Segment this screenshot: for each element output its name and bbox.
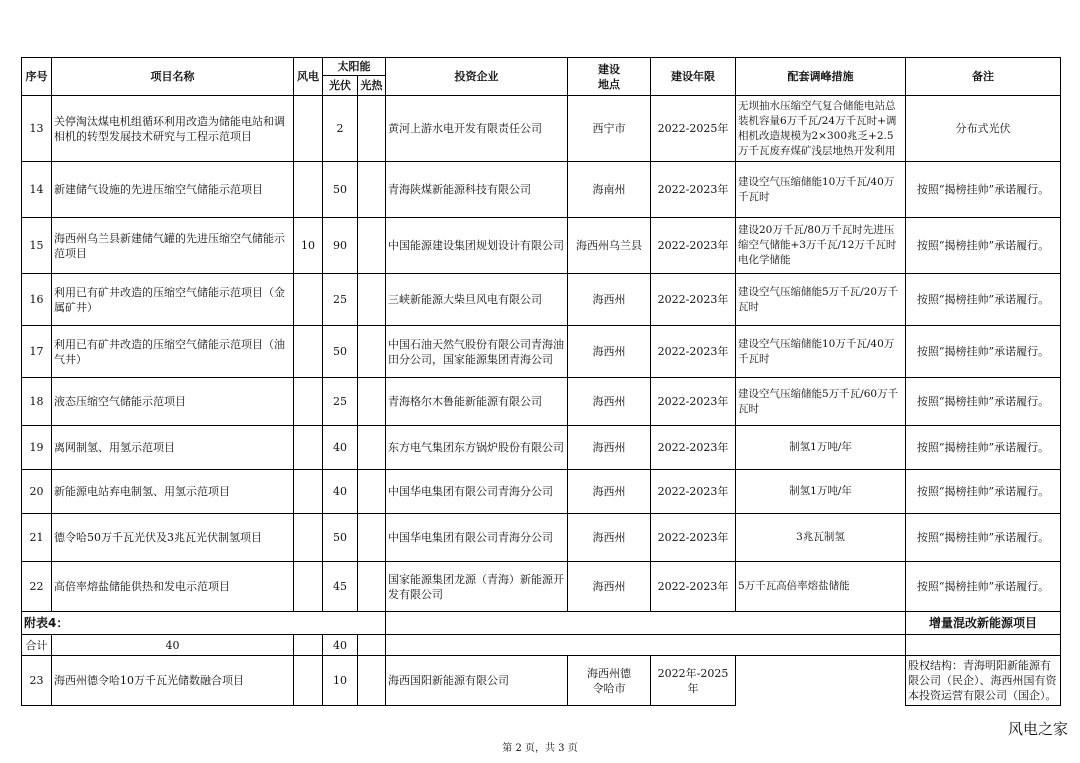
table-row xyxy=(22,326,1061,378)
header-location-text: 建设地点 xyxy=(598,62,620,91)
row-period: 2022-2023年 xyxy=(651,514,736,562)
row-name: 新能源电站弃电制氢、用氢示范项目 xyxy=(52,470,294,514)
row-measures: 无坝抽水压缩空气复合储能电站总装机容量6万千瓦/24万千瓦时+调相机改造规模为2×300兆乏+2.5万千瓦废弃煤矿浅层地热开发利用 xyxy=(736,96,906,162)
row-no: 18 xyxy=(22,378,52,426)
row-location: 海西州 xyxy=(568,514,651,562)
row-period: 2022-2023年 xyxy=(651,218,736,274)
row-thermal xyxy=(358,426,386,470)
table-row xyxy=(22,378,1061,426)
row-investor: 黄河上游水电开发有限责任公司 xyxy=(386,96,568,162)
header-pv: 光伏 xyxy=(323,76,358,96)
row-measures: 制氢1万吨/年 xyxy=(736,426,906,470)
row-pv: 50 xyxy=(323,162,358,218)
row-location: 海西州 xyxy=(568,274,651,326)
page-footer: 第 2 页，共 3 页 xyxy=(502,743,578,754)
header-wind: 风电 xyxy=(294,58,323,96)
header-solar: 太阳能 xyxy=(323,58,386,76)
row-location: 海西州 xyxy=(568,426,651,470)
row-thermal xyxy=(358,326,386,378)
row-name: 关停淘汰煤电机组循环利用改造为储能电站和调相机的转型发展技术研究与工程示范项目 xyxy=(52,96,294,162)
table-row xyxy=(22,562,1061,612)
row-investor: 三峡新能源大柴旦风电有限公司 xyxy=(386,274,568,326)
row-measures: 制氢1万吨/年 xyxy=(736,470,906,514)
row-name: 利用已有矿井改造的压缩空气储能示范项目（金属矿井） xyxy=(52,274,294,326)
row-remarks: 按照“揭榜挂帅”承诺履行。 xyxy=(906,218,1061,274)
header-investor: 投资企业 xyxy=(386,58,568,96)
row-name: 利用已有矿井改造的压缩空气储能示范项目（油气井） xyxy=(52,326,294,378)
row-remarks: 按照“揭榜挂帅”承诺履行。 xyxy=(906,426,1061,470)
section-title: 增量混改新能源项目 xyxy=(906,612,1061,635)
row-thermal xyxy=(358,96,386,162)
table-row xyxy=(22,96,1061,162)
row-name: 液态压缩空气储能示范项目 xyxy=(52,378,294,426)
row-wind xyxy=(294,426,323,470)
row-period: 2022-2023年 xyxy=(651,162,736,218)
header-remarks: 备注 xyxy=(906,58,1061,96)
row-investor: 东方电气集团东方锅炉股份有限公司 xyxy=(386,426,568,470)
row-location: 西宁市 xyxy=(568,96,651,162)
row-thermal xyxy=(358,378,386,426)
row-wind xyxy=(294,514,323,562)
row23-period: 2022年-2025年 xyxy=(651,656,736,706)
row-remarks: 按照“揭榜挂帅”承诺履行。 xyxy=(906,562,1061,612)
row-wind xyxy=(294,470,323,514)
row-pv: 2 xyxy=(323,96,358,162)
row-no: 21 xyxy=(22,514,52,562)
table-row xyxy=(22,470,1061,514)
row-no: 22 xyxy=(22,562,52,612)
table-row xyxy=(22,514,1061,562)
row23-wind xyxy=(294,656,323,706)
header-period: 建设年限 xyxy=(651,58,736,96)
row-investor: 中国石油天然气股份有限公司青海油田分公司，国家能源集团青海公司 xyxy=(386,326,568,378)
row23-remarks: 股权结构：青海明阳新能源有限公司（民企）、海西州国有资本投资运营有限公司（国企）。 xyxy=(906,656,1061,706)
row-period: 2022-2023年 xyxy=(651,562,736,612)
total-value: 40 xyxy=(52,635,294,656)
row-measures: 建设空气压缩储能10万千瓦/40万千瓦时 xyxy=(736,162,906,218)
header-no: 序号 xyxy=(22,58,52,96)
row-wind xyxy=(294,162,323,218)
row-thermal xyxy=(358,274,386,326)
row-pv: 25 xyxy=(323,274,358,326)
row-wind xyxy=(294,378,323,426)
row-remarks: 分布式光伏 xyxy=(906,96,1061,162)
row-pv: 45 xyxy=(323,562,358,612)
row-period: 2022-2023年 xyxy=(651,426,736,470)
section-spacer xyxy=(386,612,906,635)
row-no: 14 xyxy=(22,162,52,218)
row-wind xyxy=(294,96,323,162)
row-location: 海南州 xyxy=(568,162,651,218)
total-label: 合计 xyxy=(22,635,52,656)
row-name: 德令哈50万千瓦光伏及3兆瓦光伏制氢项目 xyxy=(52,514,294,562)
table-body xyxy=(22,96,1061,612)
row-measures: 3兆瓦制氢 xyxy=(736,514,906,562)
total-pv: 40 xyxy=(323,635,358,656)
row-period: 2022-2023年 xyxy=(651,378,736,426)
row23-investor: 海西国阳新能源有限公司 xyxy=(386,656,568,706)
table-row xyxy=(22,426,1061,470)
row-remarks: 按照“揭榜挂帅”承诺履行。 xyxy=(906,274,1061,326)
header-name: 项目名称 xyxy=(52,58,294,96)
watermark: 风电之家 xyxy=(1007,720,1068,738)
row-pv: 50 xyxy=(323,326,358,378)
row-period: 2022-2023年 xyxy=(651,470,736,514)
row-pv: 90 xyxy=(323,218,358,274)
row23-location xyxy=(568,656,651,706)
project-table xyxy=(21,57,1061,706)
row-no: 20 xyxy=(22,470,52,514)
row-pv: 40 xyxy=(323,426,358,470)
row-remarks: 按照“揭榜挂帅”承诺履行。 xyxy=(906,326,1061,378)
row23-thermal xyxy=(358,656,386,706)
row-measures: 建设20万千瓦/80万千瓦时先进压缩空气储能+3万千瓦/12万千瓦时电化学储能 xyxy=(736,218,906,274)
header-measures: 配套调峰措施 xyxy=(736,58,906,96)
table-row xyxy=(22,656,1061,706)
row-pv: 25 xyxy=(323,378,358,426)
row-thermal xyxy=(358,562,386,612)
row-measures: 建设空气压缩储能5万千瓦/60万千瓦时 xyxy=(736,378,906,426)
header-location xyxy=(568,58,651,96)
section-row xyxy=(22,612,1061,635)
row-location: 海西州乌兰县 xyxy=(568,218,651,274)
row-remarks: 按照“揭榜挂帅”承诺履行。 xyxy=(906,162,1061,218)
row-period: 2022-2023年 xyxy=(651,274,736,326)
row-measures: 建设空气压缩储能10万千瓦/40万千瓦时 xyxy=(736,326,906,378)
row23-location-text: 海西州德令哈市 xyxy=(587,666,631,695)
row-investor: 中国华电集团有限公司青海分公司 xyxy=(386,470,568,514)
row-no: 15 xyxy=(22,218,52,274)
table-row xyxy=(22,274,1061,326)
row23-no: 23 xyxy=(22,656,52,706)
row-no: 17 xyxy=(22,326,52,378)
total-remarks xyxy=(906,635,1061,656)
row-thermal xyxy=(358,514,386,562)
row-location: 海西州 xyxy=(568,378,651,426)
row-location: 海西州 xyxy=(568,326,651,378)
total-wind xyxy=(294,635,323,656)
total-empty xyxy=(386,635,906,656)
row-remarks: 按照“揭榜挂帅”承诺履行。 xyxy=(906,378,1061,426)
row-location: 海西州 xyxy=(568,562,651,612)
row-investor: 中国华电集团有限公司青海分公司 xyxy=(386,514,568,562)
row-no: 19 xyxy=(22,426,52,470)
row-name: 高倍率熔盐储能供热和发电示范项目 xyxy=(52,562,294,612)
row-thermal xyxy=(358,218,386,274)
row-wind xyxy=(294,326,323,378)
row-investor: 国家能源集团龙源（青海）新能源开发有限公司 xyxy=(386,562,568,612)
row23-pv: 10 xyxy=(323,656,358,706)
row-thermal xyxy=(358,470,386,514)
row-period: 2022-2025年 xyxy=(651,96,736,162)
row-remarks: 按照“揭榜挂帅”承诺履行。 xyxy=(906,514,1061,562)
row-pv: 50 xyxy=(323,514,358,562)
header-thermal: 光热 xyxy=(358,76,386,96)
row-name: 海西州乌兰县新建储气罐的先进压缩空气储能示范项目 xyxy=(52,218,294,274)
row-pv: 40 xyxy=(323,470,358,514)
row-location: 海西州 xyxy=(568,470,651,514)
row-wind xyxy=(294,274,323,326)
table-row xyxy=(22,162,1061,218)
row-wind: 10 xyxy=(294,218,323,274)
row-measures: 5万千瓦高倍率熔盐储能 xyxy=(736,562,906,612)
section-label: 附表4： xyxy=(22,612,386,635)
row-no: 13 xyxy=(22,96,52,162)
total-thermal xyxy=(358,635,386,656)
row-investor: 中国能源建设集团规划设计有限公司 xyxy=(386,218,568,274)
row23-measures xyxy=(736,656,906,706)
row23-name: 海西州德令哈10万千瓦光储数融合项目 xyxy=(52,656,294,706)
total-row xyxy=(22,635,1061,656)
row-measures: 建设空气压缩储能5万千瓦/20万千瓦时 xyxy=(736,274,906,326)
row-investor: 青海格尔木鲁能新能源有限公司 xyxy=(386,378,568,426)
row-remarks: 按照“揭榜挂帅”承诺履行。 xyxy=(906,470,1061,514)
row-name: 新建储气设施的先进压缩空气储能示范项目 xyxy=(52,162,294,218)
row-name: 离网制氢、用氢示范项目 xyxy=(52,426,294,470)
table-row xyxy=(22,218,1061,274)
row-wind xyxy=(294,562,323,612)
row-investor: 青海陕煤新能源科技有限公司 xyxy=(386,162,568,218)
row-thermal xyxy=(358,162,386,218)
row-period: 2022-2023年 xyxy=(651,326,736,378)
row-no: 16 xyxy=(22,274,52,326)
